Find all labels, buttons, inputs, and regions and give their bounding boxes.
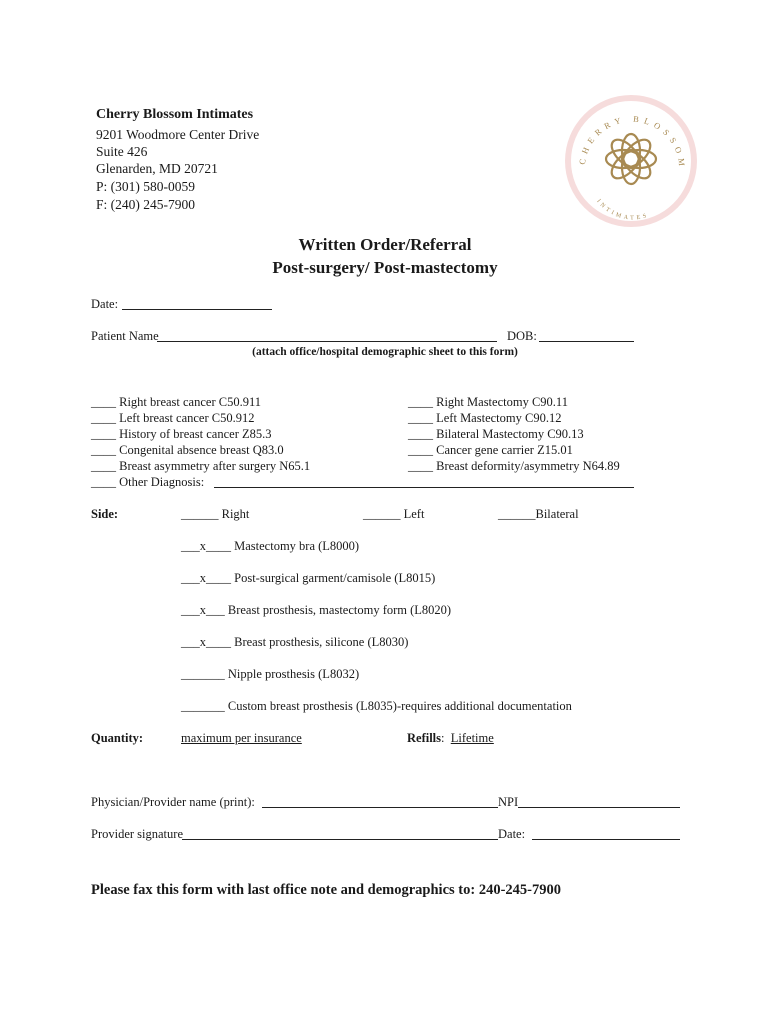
item-nipple-prosthesis[interactable]: _______ Nipple prosthesis (L8032) [181, 667, 360, 681]
address-suite: Suite 426 [96, 144, 148, 159]
item-prosthesis-mastectomy-form[interactable]: ___x___ Breast prosthesis, mastectomy form (L8020) [181, 603, 452, 617]
attach-note: (attach office/hospital demographic sheet to this form) [252, 346, 518, 358]
provider-signature-field[interactable] [182, 839, 498, 840]
phone: P: (301) 580-0059 [96, 179, 195, 194]
diagnosis-right-mastectomy[interactable]: ____ Right Mastectomy C90.11 [408, 395, 568, 409]
physician-name-label: Physician/Provider name (print): [91, 795, 255, 809]
diagnosis-cancer-gene-carrier[interactable]: ____ Cancer gene carrier Z15.01 [408, 443, 573, 457]
item-prosthesis-silicone[interactable]: ___x____ Breast prosthesis, silicone (L8030) [181, 635, 409, 649]
fax-instructions: Please fax this form with last office note and demographics to: 240-245-7900 [91, 882, 561, 898]
address-street: 9201 Woodmore Center Drive [96, 127, 260, 142]
other-diagnosis-label: ____ Other Diagnosis: [91, 475, 205, 489]
side-label: Side: [91, 507, 119, 521]
diagnosis-bilateral-mastectomy[interactable]: ____ Bilateral Mastectomy C90.13 [408, 427, 584, 441]
diagnosis-left-breast-cancer[interactable]: ____ Left breast cancer C50.912 [91, 411, 255, 425]
refills-label: Refills [407, 731, 442, 745]
form-subtitle: Post-surgery/ Post-mastectomy [272, 258, 498, 277]
diagnosis-history-breast-cancer[interactable]: ____ History of breast cancer Z85.3 [91, 427, 272, 441]
item-custom-prosthesis[interactable]: _______ Custom breast prosthesis (L8035)-requires additional documentation [181, 699, 572, 713]
npi-label: NPI [498, 795, 519, 809]
diagnosis-breast-deformity[interactable]: ____ Breast deformity/asymmetry N64.89 [408, 459, 620, 473]
diagnosis-breast-asymmetry[interactable]: ____ Breast asymmetry after surgery N65.1 [91, 459, 311, 473]
side-right-option[interactable]: ______ Right [181, 507, 250, 521]
signature-date-label: Date: [498, 827, 526, 841]
refills [407, 732, 494, 745]
side-bilateral-option[interactable]: ______Bilateral [498, 507, 579, 521]
physician-name-field[interactable] [262, 807, 498, 808]
refills-colon: : [441, 731, 445, 745]
diagnosis-right-breast-cancer[interactable]: ____ Right breast cancer C50.911 [91, 395, 261, 409]
diagnosis-left-mastectomy[interactable]: ____ Left Mastectomy C90.12 [408, 411, 562, 425]
logo-subtext: INTIMATES [595, 198, 651, 222]
dob-field[interactable] [539, 341, 634, 342]
other-diagnosis-field[interactable] [214, 487, 634, 488]
side-left-option[interactable]: ______ Left [363, 507, 425, 521]
quantity-label: Quantity: [91, 731, 144, 745]
refills-value: Lifetime [450, 731, 494, 745]
address-city: Glenarden, MD 20721 [96, 161, 218, 176]
patient-name-field[interactable] [157, 341, 497, 342]
logo-text: CHERRY BLOSSOM [576, 113, 688, 172]
provider-signature-label: Provider signature [91, 827, 183, 841]
form-title: Written Order/Referral [298, 235, 472, 254]
date-field[interactable] [122, 309, 272, 310]
fax: F: (240) 245-7900 [96, 197, 195, 212]
signature-date-field[interactable] [532, 839, 680, 840]
item-post-surgical-garment[interactable]: ___x____ Post-surgical garment/camisole (L8015) [181, 571, 436, 585]
item-mastectomy-bra[interactable]: ___x____ Mastectomy bra (L8000) [181, 539, 360, 553]
diagnosis-congenital-absence[interactable]: ____ Congenital absence breast Q83.0 [91, 443, 284, 457]
dob-label: DOB: [507, 329, 537, 343]
date-label: Date: [91, 297, 119, 311]
cherry-blossom-logo [563, 93, 699, 229]
quantity-value: maximum per insurance [181, 731, 302, 745]
company-name: Cherry Blossom Intimates [96, 107, 254, 122]
npi-field[interactable] [518, 807, 680, 808]
patient-name-label: Patient Name [91, 329, 159, 343]
